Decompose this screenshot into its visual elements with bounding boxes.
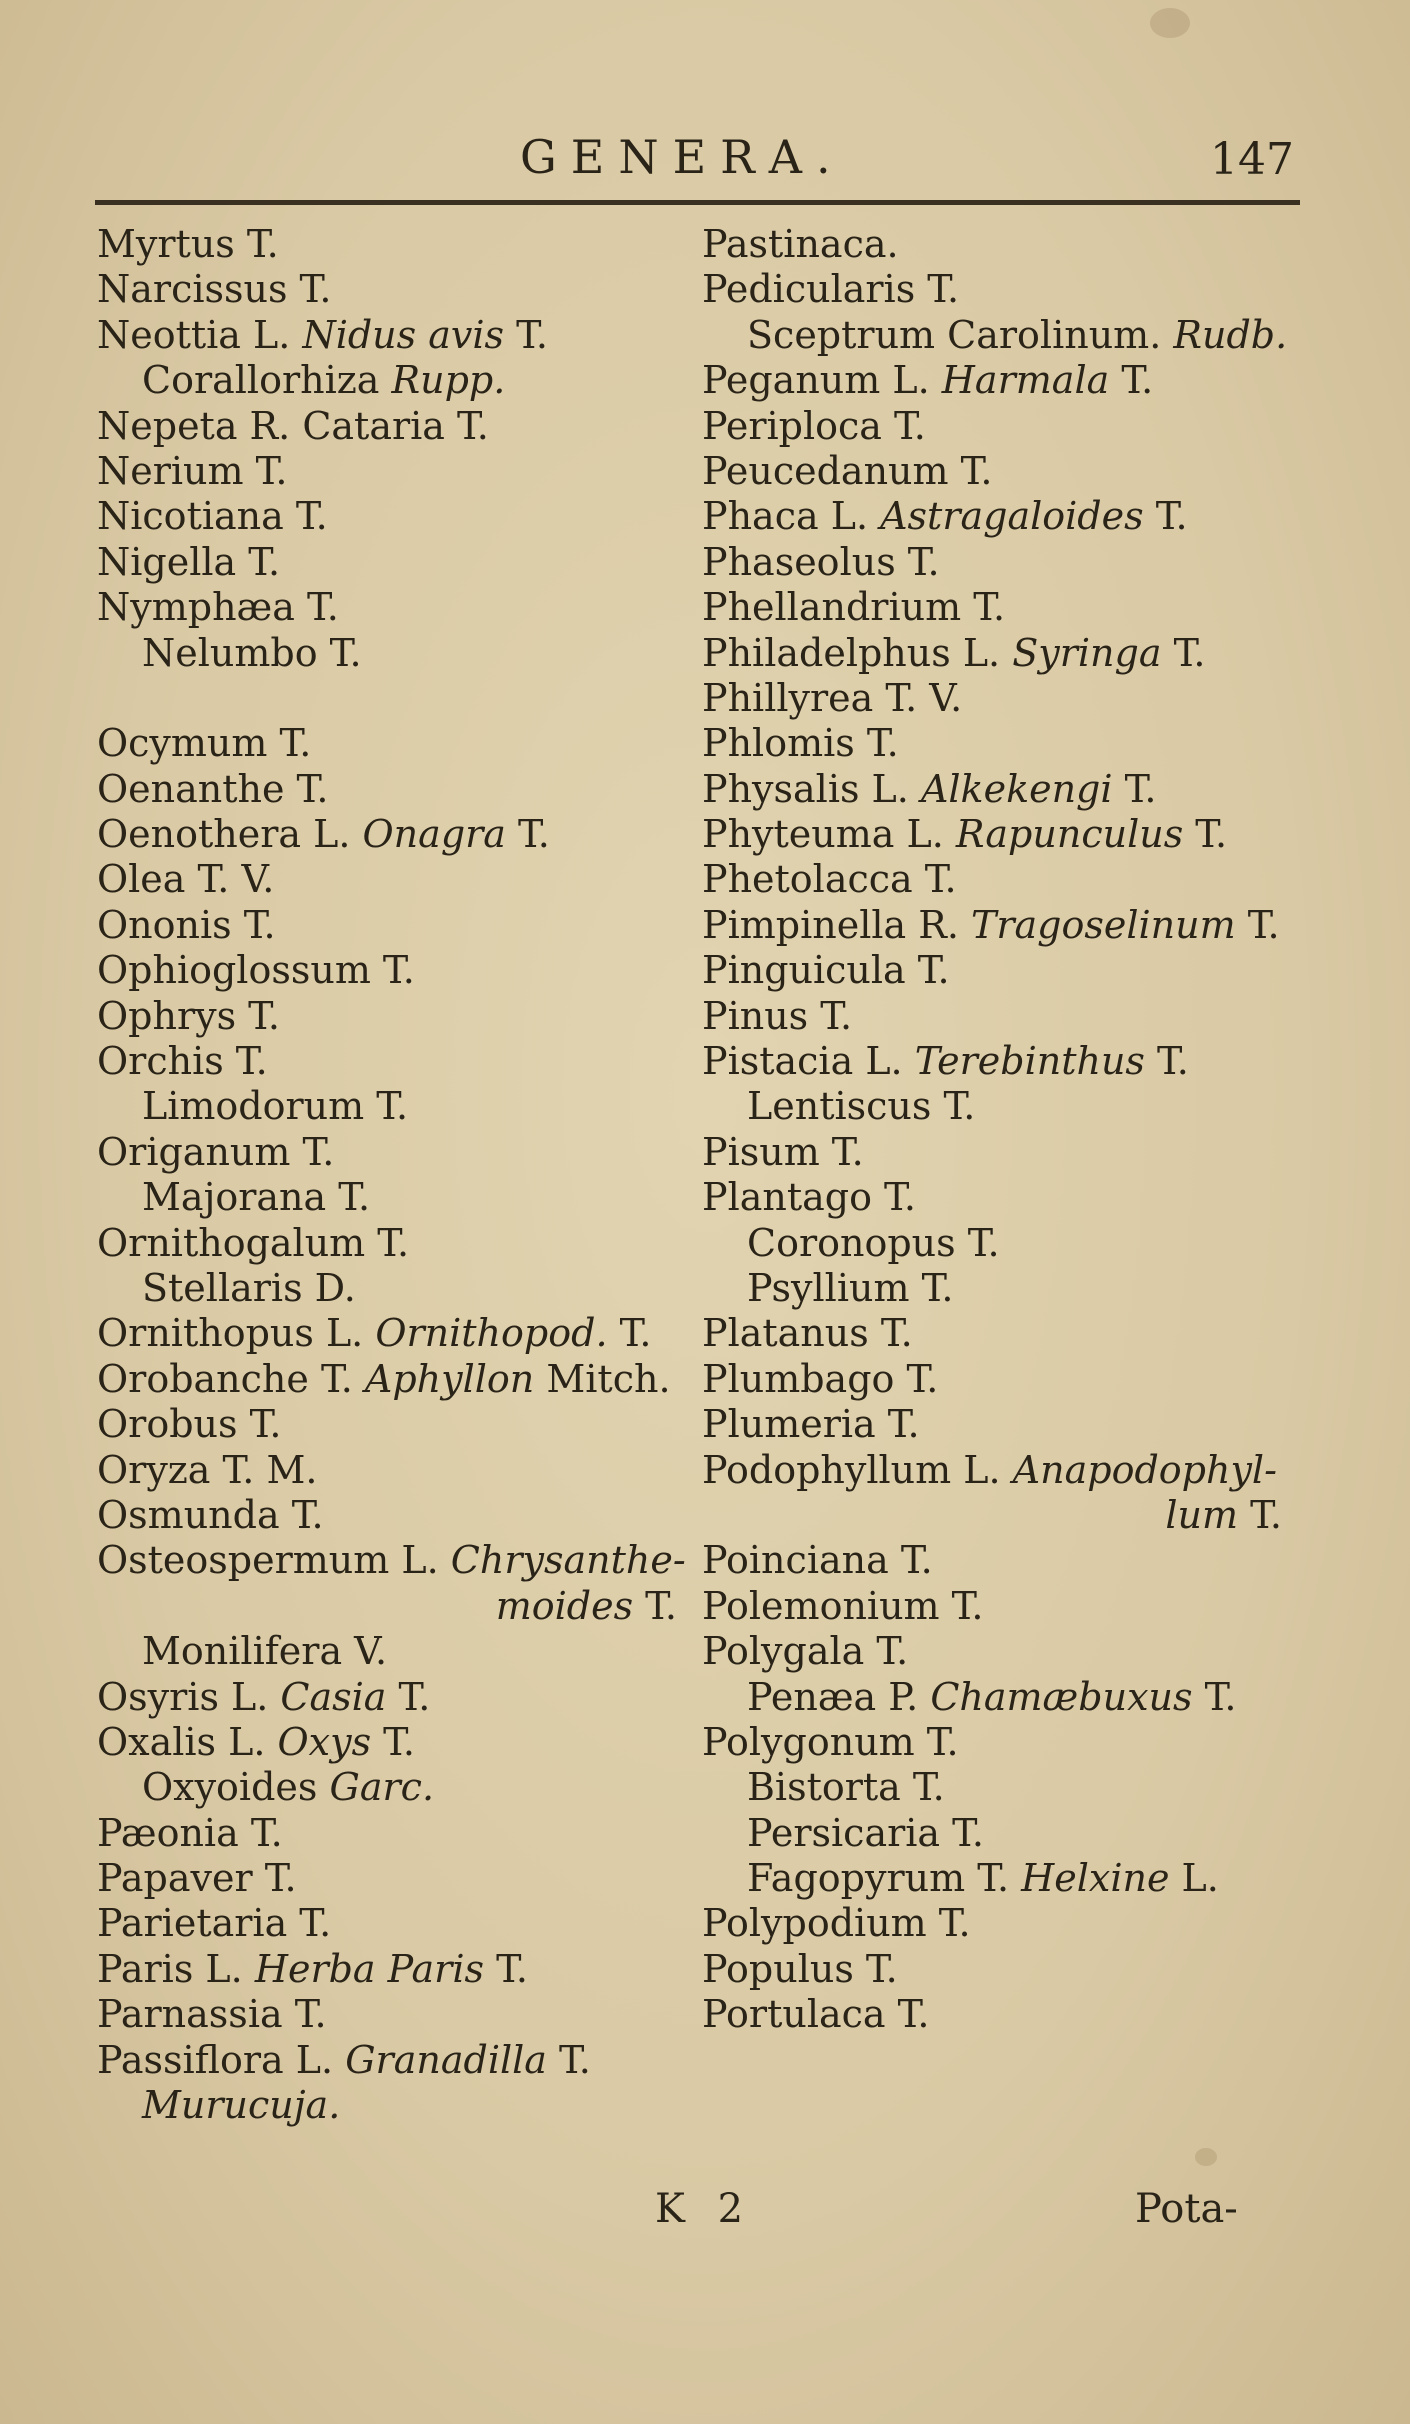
entry-text: Orobanche T.	[97, 1356, 365, 1401]
entry-authority: T.	[607, 1311, 652, 1356]
genus-entry	[702, 1811, 1302, 1856]
entry-synonym: moides	[495, 1583, 634, 1628]
entry-authority: T.	[633, 1583, 677, 1628]
genus-entry	[97, 1538, 697, 1583]
entry-synonym: Syringa	[1012, 630, 1162, 675]
entry-text: Ophrys T.	[97, 993, 281, 1038]
genus-entry	[97, 313, 697, 358]
entry-text: Corallorhiza	[142, 358, 392, 403]
entry-authority: T.	[1238, 1492, 1282, 1537]
genus-entry	[702, 1856, 1302, 1901]
genus-entry	[97, 585, 697, 630]
entry-text: Nymphæa T.	[97, 585, 339, 630]
entry-synonym: Granadilla	[345, 2037, 547, 2082]
genus-entry	[702, 812, 1302, 857]
entry-synonym: Ornithopod.	[375, 1311, 608, 1356]
entry-text: Peganum L.	[702, 358, 942, 403]
genus-entry	[702, 1448, 1302, 1493]
genus-entry	[702, 631, 1302, 676]
genus-entry	[97, 404, 697, 449]
entry-text: Philadelphus L.	[702, 630, 1013, 675]
entry-text: Phellandrium T.	[702, 585, 1006, 630]
genus-entry	[702, 857, 1302, 902]
entry-text: Origanum T.	[97, 1129, 335, 1174]
genus-entry	[702, 1765, 1302, 1810]
entry-text: Orobus T.	[97, 1402, 282, 1447]
page-footer	[0, 2186, 1410, 2246]
entry-text: Pedicularis T.	[702, 267, 960, 312]
entry-text: Persicaria T.	[747, 1810, 984, 1855]
entry-text: Polygala T.	[702, 1629, 909, 1674]
genus-entry	[702, 404, 1302, 449]
genus-entry	[702, 1311, 1302, 1356]
entry-text: Nepeta R. Cataria T.	[97, 403, 489, 448]
entry-text: Majorana T.	[142, 1175, 371, 1220]
genus-entry	[702, 1901, 1302, 1946]
genus-entry	[702, 1584, 1302, 1629]
entry-text: Nerium T.	[97, 448, 288, 493]
genus-entry	[97, 812, 697, 857]
entry-text: Myrtus T.	[97, 222, 279, 266]
genus-entry	[702, 1493, 1302, 1538]
entry-synonym: Casia	[280, 1674, 387, 1719]
genus-entry	[97, 1947, 697, 1992]
entry-synonym: Chamæbuxus	[930, 1674, 1193, 1719]
entry-synonym: Helxine	[1021, 1856, 1170, 1901]
entry-text: Papaver T.	[97, 1856, 297, 1901]
entry-text: Pinguicula T.	[702, 948, 950, 993]
genus-entry	[97, 267, 697, 312]
genus-entry	[97, 676, 697, 721]
genus-entry	[97, 1992, 697, 2037]
entry-text: Nelumbo T.	[142, 630, 362, 675]
entry-synonym: Nidus avis	[302, 312, 504, 357]
genus-entry	[702, 585, 1302, 630]
genus-entry	[702, 1947, 1302, 1992]
entry-text: Pistacia L.	[702, 1039, 915, 1084]
entry-text: Stellaris D.	[142, 1265, 356, 1310]
genus-entry	[97, 857, 697, 902]
entry-text: Pinus T.	[702, 993, 853, 1038]
entry-synonym: Astragaloides	[880, 494, 1144, 539]
genus-entry	[702, 948, 1302, 993]
entry-synonym: Onagra	[362, 812, 506, 857]
genus-entry	[702, 449, 1302, 494]
entry-synonym: Aphyllon	[364, 1356, 535, 1401]
genus-entry	[702, 1175, 1302, 1220]
entry-authority: Mitch.	[534, 1356, 671, 1401]
genus-entry	[702, 676, 1302, 721]
page-header	[0, 130, 1410, 200]
genus-entry	[702, 1357, 1302, 1402]
entry-synonym: Rapunculus	[955, 812, 1184, 857]
entry-authority: T.	[1112, 766, 1157, 811]
entry-text: Osmunda T.	[97, 1492, 324, 1537]
right-column	[702, 222, 1302, 2038]
entry-text: Populus T.	[702, 1946, 898, 1991]
entry-text: Parietaria T.	[97, 1901, 332, 1946]
entry-text: Pimpinella R.	[702, 902, 972, 947]
entry-text: Pastinaca.	[702, 222, 899, 266]
genus-entry	[702, 721, 1302, 766]
entry-authority: T.	[1192, 1674, 1237, 1719]
genus-entry	[97, 222, 697, 267]
entry-text: Ononis T.	[97, 902, 276, 947]
signature-mark: K 2	[655, 2186, 754, 2232]
entry-text: Oryza T. M.	[97, 1447, 318, 1492]
genus-entry	[97, 1266, 697, 1311]
left-column	[97, 222, 697, 2128]
entry-text: Phaca L.	[702, 494, 881, 539]
running-title: GENERA.	[520, 130, 845, 184]
genus-entry	[97, 358, 697, 403]
entry-text: Parnassia T.	[97, 1992, 327, 2037]
genus-entry	[702, 358, 1302, 403]
genus-entry	[97, 2083, 697, 2128]
entry-text: Oenothera L.	[97, 812, 363, 857]
genus-entry	[97, 1584, 697, 1629]
genus-entry	[97, 1221, 697, 1266]
entry-text: Peucedanum T.	[702, 448, 993, 493]
entry-text: Neottia L.	[97, 312, 303, 357]
entry-text: Portulaca T.	[702, 1992, 930, 2037]
entry-text: Bistorta T.	[747, 1765, 945, 1810]
entry-text: Osteospermum L.	[97, 1538, 451, 1583]
genus-entry	[702, 494, 1302, 539]
entry-text: Ocymum T.	[97, 721, 312, 766]
entry-text: Paris L.	[97, 1946, 255, 1991]
entry-text: Nicotiana T.	[97, 494, 328, 539]
genus-entry	[702, 540, 1302, 585]
entry-text: Plumbago T.	[702, 1356, 939, 1401]
genus-entry	[97, 1901, 697, 1946]
entry-synonym: Alkekengi	[920, 766, 1113, 811]
entry-text: Ornithogalum T.	[97, 1220, 410, 1265]
entry-text: Penæa P.	[747, 1674, 931, 1719]
entry-authority: T.	[1144, 1039, 1189, 1084]
entry-authority: T.	[371, 1719, 416, 1764]
genus-entry	[702, 267, 1302, 312]
genus-entry	[97, 903, 697, 948]
entry-text: Pæonia T.	[97, 1810, 283, 1855]
entry-text: Phillyrea T. V.	[702, 675, 963, 720]
genus-entry	[97, 1720, 697, 1765]
entry-text: Plumeria T.	[702, 1402, 920, 1447]
entry-authority: L.	[1169, 1856, 1219, 1901]
entry-text: Narcissus T.	[97, 267, 332, 312]
entry-authority: T.	[386, 1674, 431, 1719]
genus-entry	[702, 1221, 1302, 1266]
genus-entry	[702, 1538, 1302, 1583]
genus-entry	[97, 1175, 697, 1220]
entry-authority: T.	[505, 812, 550, 857]
entry-synonym: Anapodophyl-	[1012, 1447, 1277, 1492]
entry-text: Pisum T.	[702, 1129, 864, 1174]
genus-entry	[702, 222, 1302, 267]
genus-entry	[702, 767, 1302, 812]
genus-entry	[702, 1039, 1302, 1084]
entry-authority: T.	[546, 2037, 591, 2082]
entry-text: Ophioglossum T.	[97, 948, 415, 993]
entry-authority: T.	[504, 312, 548, 357]
entry-text: Polemonium T.	[702, 1583, 984, 1628]
entry-text: Plantago T.	[702, 1175, 916, 1220]
genus-entry	[97, 948, 697, 993]
entry-text: Lentiscus T.	[747, 1084, 976, 1129]
entry-text: Fagopyrum T.	[747, 1856, 1022, 1901]
page-number: 147	[1210, 134, 1294, 185]
genus-entry	[97, 1130, 697, 1175]
entry-authority: T.	[1183, 812, 1228, 857]
genus-entry	[702, 1084, 1302, 1129]
genus-entry	[97, 540, 697, 585]
entry-authority: T.	[1109, 358, 1154, 403]
genus-entry	[702, 994, 1302, 1039]
genus-entry	[97, 449, 697, 494]
genus-entry	[97, 1765, 697, 1810]
entry-synonym: Harmala	[941, 358, 1110, 403]
entry-text: Phlomis T.	[702, 721, 899, 766]
genus-entry	[97, 994, 697, 1039]
genus-entry	[97, 767, 697, 812]
genus-entry	[97, 1039, 697, 1084]
entry-text: Oxalis L.	[97, 1719, 278, 1764]
genus-entry	[97, 1629, 697, 1674]
entry-text: Monilifera V.	[142, 1629, 388, 1674]
entry-text: Phyteuma L.	[702, 812, 956, 857]
entry-synonym: Chrysanthe-	[450, 1538, 686, 1583]
genus-entry	[97, 1493, 697, 1538]
entry-text: Olea T. V.	[97, 857, 275, 902]
genus-entry	[97, 2038, 697, 2083]
genus-entry	[702, 1720, 1302, 1765]
entry-synonym: Terebinthus	[914, 1039, 1145, 1084]
entry-text: Psyllium T.	[747, 1265, 954, 1310]
catchword: Pota-	[1135, 2186, 1238, 2232]
entry-text: Phetolacca T.	[702, 857, 957, 902]
header-rule	[95, 200, 1300, 205]
entry-text: Phaseolus T.	[702, 539, 940, 584]
genus-entry	[97, 1675, 697, 1720]
entry-synonym: Rudb.	[1173, 312, 1288, 357]
entry-text: Oxyoides	[142, 1765, 330, 1810]
entry-synonym: Murucuja.	[142, 2083, 341, 2128]
genus-entry	[97, 1311, 697, 1356]
genus-entry	[702, 1402, 1302, 1447]
entry-text: Sceptrum Carolinum.	[747, 312, 1174, 357]
entry-text: Passiflora L.	[97, 2037, 346, 2082]
genus-entry	[702, 903, 1302, 948]
entry-text: Ornithopus L.	[97, 1311, 376, 1356]
entry-authority: T.	[1161, 630, 1206, 675]
entry-synonym: Oxys	[277, 1719, 372, 1764]
entry-text: Oenanthe T.	[97, 766, 329, 811]
genus-entry	[702, 1266, 1302, 1311]
genus-entry	[97, 1357, 697, 1402]
genus-entry	[702, 1130, 1302, 1175]
entry-synonym: lum	[1165, 1492, 1239, 1537]
entry-authority: T.	[484, 1946, 528, 1991]
stain	[1150, 8, 1190, 38]
genus-entry	[702, 1992, 1302, 2037]
entry-text: Polypodium T.	[702, 1901, 971, 1946]
genus-entry	[97, 1448, 697, 1493]
genus-entry	[97, 1402, 697, 1447]
genus-entry	[97, 1856, 697, 1901]
genus-entry	[702, 1675, 1302, 1720]
entry-text: Nigella T.	[97, 539, 281, 584]
entry-text: Periploca T.	[702, 403, 926, 448]
entry-text: Podophyllum L.	[702, 1447, 1013, 1492]
entry-text: Coronopus T.	[747, 1220, 1000, 1265]
genus-entry	[97, 1084, 697, 1129]
entry-authority: T.	[1143, 494, 1188, 539]
entry-text: Poinciana T.	[702, 1538, 933, 1583]
genus-entry	[702, 313, 1302, 358]
genus-entry	[97, 1811, 697, 1856]
stain	[1195, 2148, 1217, 2166]
genus-entry	[97, 721, 697, 766]
genus-entry	[97, 494, 697, 539]
entry-text: Platanus T.	[702, 1311, 913, 1356]
entry-text: Physalis L.	[702, 766, 921, 811]
entry-authority: T.	[1235, 902, 1280, 947]
entry-text: Osyris L.	[97, 1674, 281, 1719]
genus-entry	[702, 1629, 1302, 1674]
entry-synonym: Garc.	[329, 1765, 435, 1810]
entry-synonym: Rupp.	[391, 358, 506, 403]
entry-text: Orchis T.	[97, 1039, 268, 1084]
entry-synonym: Tragoselinum	[971, 902, 1236, 947]
entry-synonym: Herba Paris	[254, 1946, 484, 1991]
genus-entry	[97, 631, 697, 676]
entry-text: Limodorum T.	[142, 1084, 409, 1129]
entry-text: Polygonum T.	[702, 1719, 959, 1764]
